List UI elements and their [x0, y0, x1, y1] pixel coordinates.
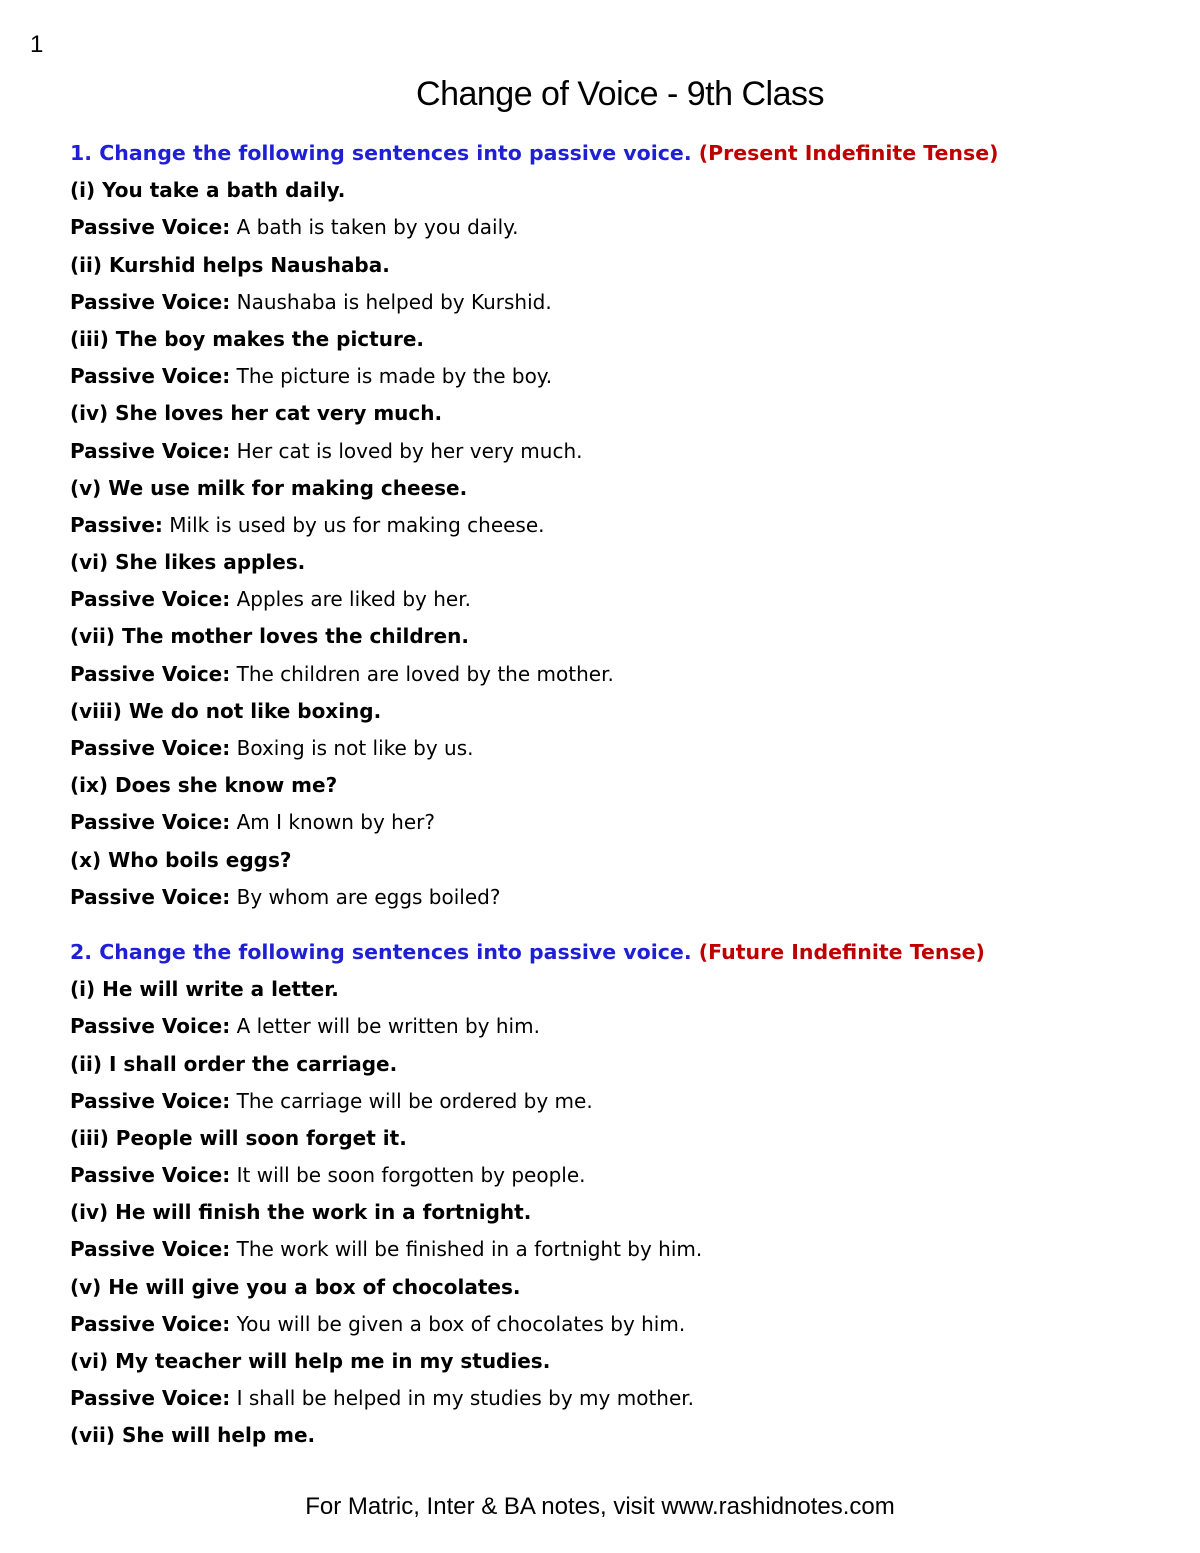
answer-line — [70, 1231, 1170, 1268]
answer-label: Passive Voice: — [70, 438, 231, 463]
question-sentence: (ii) I shall order the carriage. — [70, 1051, 398, 1076]
section-instruction: 2. Change the following sentences into passive voice. — [70, 939, 692, 964]
page-title: Change of Voice - 9th Class — [416, 75, 824, 113]
answer-sentence: Naushaba is helped by Kurshid. — [236, 289, 552, 314]
answer-label: Passive Voice: — [70, 215, 231, 240]
answer-sentence: A letter will be written by him. — [236, 1014, 540, 1039]
answer-sentence: The picture is made by the boy. — [236, 364, 553, 389]
answer-sentence: The carriage will be ordered by me. — [236, 1088, 593, 1113]
answer-line — [70, 1306, 1170, 1343]
exercise-section — [70, 934, 1170, 1455]
answer-line — [70, 358, 1170, 395]
section-tense: (Present Indefinite Tense) — [698, 141, 999, 165]
answer-sentence: A bath is taken by you daily. — [236, 215, 519, 240]
question-sentence: (vi) She likes apples. — [70, 550, 306, 575]
answer-sentence: Boxing is not like by us. — [236, 736, 474, 760]
answer-line — [70, 1380, 1170, 1417]
section-instruction: 1. Change the following sentences into passive voice. — [70, 141, 692, 165]
answer-sentence: Milk is used by us for making cheese. — [169, 512, 545, 537]
answer-line — [70, 1008, 1170, 1045]
answer-label: Passive Voice: — [70, 289, 231, 314]
answer-line — [70, 1083, 1170, 1120]
answer-line — [70, 804, 1170, 841]
section-heading — [70, 934, 1170, 971]
footer-note: For Matric, Inter & BA notes, visit www.rashidnotes.com — [305, 1493, 895, 1520]
question-sentence: (i) He will write a letter. — [70, 977, 339, 1002]
question-sentence: (v) He will give you a box of chocolates. — [70, 1274, 521, 1299]
answer-label: Passive Voice: — [70, 364, 231, 389]
answer-sentence: I shall be helped in my studies by my mother. — [236, 1386, 695, 1411]
question-sentence: (ix) Does she know me? — [70, 773, 338, 798]
section-tense: (Future Indefinite Tense) — [698, 939, 985, 964]
question-sentence: (ii) Kurshid helps Naushaba. — [70, 252, 390, 277]
answer-line — [70, 1157, 1170, 1194]
answer-line — [70, 433, 1170, 470]
question-sentence: (iv) He will finish the work in a fortnight. — [70, 1200, 532, 1225]
exercise-section — [70, 135, 1170, 916]
page-number: 1 — [30, 31, 44, 58]
answer-label: Passive Voice: — [70, 587, 231, 612]
question-sentence: (iv) She loves her cat very much. — [70, 401, 443, 426]
question-sentence: (x) Who boils eggs? — [70, 847, 292, 872]
question-sentence: (vii) She will help me. — [70, 1423, 316, 1448]
answer-sentence: Her cat is loved by her very much. — [236, 438, 583, 463]
question-sentence: (viii) We do not like boxing. — [70, 698, 382, 723]
answer-sentence: By whom are eggs boiled? — [236, 884, 501, 909]
answer-sentence: It will be soon forgotten by people. — [236, 1163, 586, 1188]
answer-label: Passive Voice: — [70, 736, 231, 760]
answer-label: Passive Voice: — [70, 1163, 231, 1188]
answer-sentence: Am I known by her? — [236, 810, 435, 835]
answer-sentence: You will be given a box of chocolates by him. — [236, 1311, 686, 1336]
question-sentence: (iii) The boy makes the picture. — [70, 326, 424, 351]
question-sentence: (v) We use milk for making cheese. — [70, 475, 468, 500]
answer-line — [70, 656, 1170, 693]
answer-label: Passive Voice: — [70, 1014, 231, 1039]
section-heading — [70, 135, 1170, 172]
question-sentence: (vii) The mother loves the children. — [70, 624, 469, 649]
answer-label: Passive Voice: — [70, 1237, 231, 1262]
answer-label: Passive Voice: — [70, 1088, 231, 1113]
question-sentence: (vi) My teacher will help me in my studies. — [70, 1349, 551, 1373]
answer-label: Passive Voice: — [70, 884, 231, 909]
answer-sentence: The children are loved by the mother. — [236, 661, 614, 686]
question-sentence: (i) You take a bath daily. — [70, 178, 346, 203]
answer-line — [70, 730, 1170, 767]
answer-label: Passive Voice: — [70, 661, 231, 686]
answer-line — [70, 581, 1170, 618]
answer-label: Passive: — [70, 512, 163, 537]
answer-line — [70, 507, 1170, 544]
answer-sentence: Apples are liked by her. — [236, 587, 471, 612]
answer-label: Passive Voice: — [70, 810, 231, 835]
answer-label: Passive Voice: — [70, 1386, 231, 1411]
answer-label: Passive Voice: — [70, 1311, 231, 1336]
answer-line — [70, 209, 1170, 246]
answer-line — [70, 879, 1170, 916]
question-sentence: (iii) People will soon forget it. — [70, 1125, 407, 1150]
answer-sentence: The work will be finished in a fortnight by him. — [236, 1237, 703, 1262]
document-body — [70, 135, 1170, 1455]
answer-line — [70, 284, 1170, 321]
